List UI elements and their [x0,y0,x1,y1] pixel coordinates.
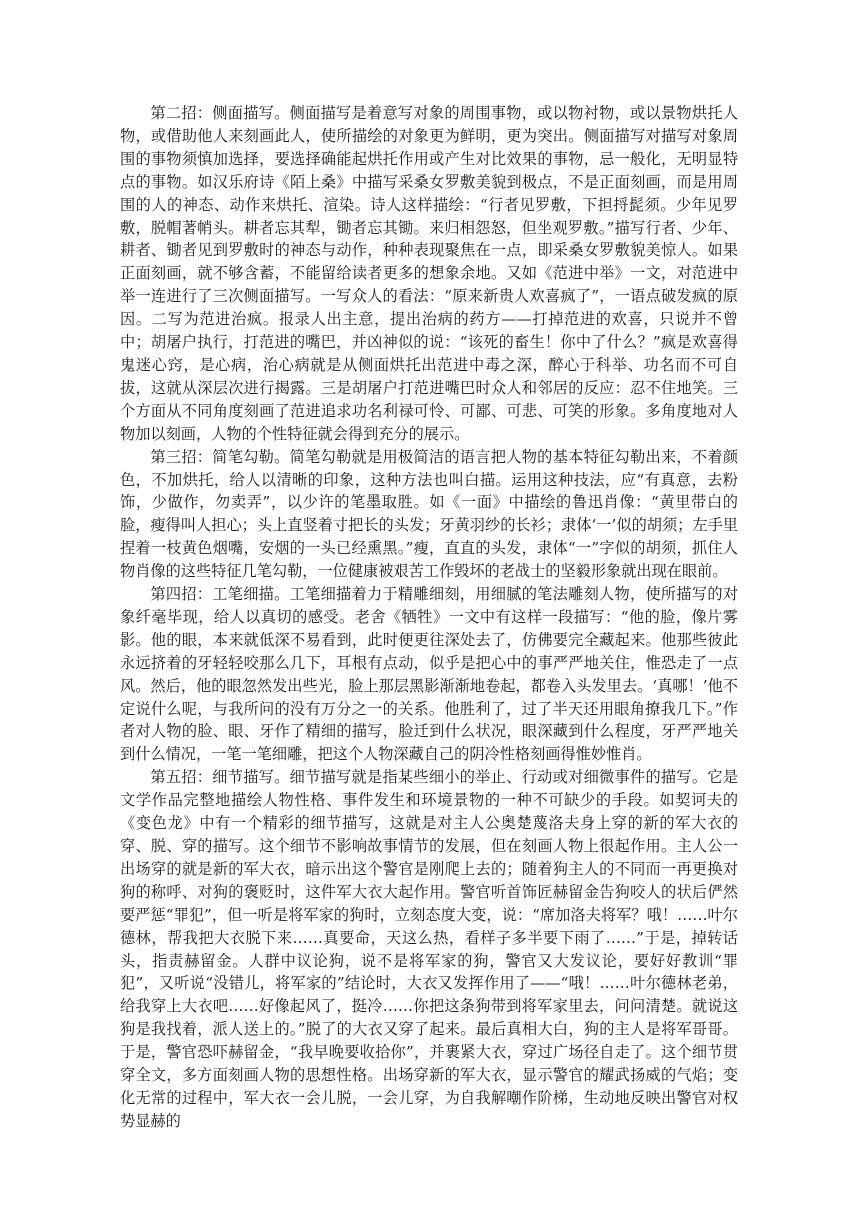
paragraph-simple-sketch: 第三招：简笔勾勒。简笔勾勒就是用极简洁的语言把人物的基本特征勾勒出来，不着颜色，不加烘托，给人以清晰的印象，这种方法也叫白描。运用这种技法，应“有真意，去粉饰，少做作，勿卖弄”，以少许的笔墨取胜。如《一面》中描绘的鲁迅肖像：“黄里带白的脸，瘦得叫人担心；头上直竖着寸把长的头发；牙黄羽纱的长衫；隶体‘一’似的胡须；左手里捏着一枝黄色烟嘴，安烟的一头已经熏黑。”瘦，直直的头发，隶体“一”字似的胡须，抓住人物肖像的这些特征几笔勾勒，一位健康被艰苦工作毁坏的老战士的坚毅形象就出现在眼前。 [120,447,738,581]
document-body [120,102,738,1133]
paragraph-side-description: 第二招：侧面描写。侧面描写是着意写对象的周围事物，或以物衬物，或以景物烘托人物，或借助他人来刻画此人，使所描绘的对象更为鲜明，更为突出。侧面描写对描写对象周围的事物须慎加选择，要选择确能起烘托作用或产生对比效果的事物，忌一般化，无明显特点的事物。如汉乐府诗《陌上桑》中描写采桑女罗敷美貌到极点，不是正面刻画，而是用周围的人的神态、动作来烘托、渲染。诗人这样描绘：“行者见罗敷，下担捋髭须。少年见罗敷，脱帽著帩头。耕者忘其犁，锄者忘其锄。来归相怨怒，但坐观罗敷。”描写行者、少年、耕者、锄者见到罗敷时的神态与动作，种种表现聚焦在一点，即采桑女罗敷貌美惊人。如果正面刻画，就不够含蓄，不能留给读者更多的想象余地。又如《范进中举》一文，对范进中举一连进行了三次侧面描写。一写众人的看法：“原来新贵人欢喜疯了”，一语点破发疯的原因。二写为范进治疯。报录人出主意，提出治病的药方——打掉范进的欢喜，只说并不曾中；胡屠户执行，打范进的嘴巴，并凶神似的说：“该死的畜生！你中了什么？”疯是欢喜得鬼迷心窍，是心病，治心病就是从侧面烘托出范进中毒之深，醉心于科举、功名而不可自拔，这就从深层次进行揭露。三是胡屠户打范进嘴巴时众人和邻居的反应：忍不住地笑。三个方面从不同角度刻画了范进追求功名利禄可怜、可鄙、可悲、可笑的形象。多角度地对人物加以刻画，人物的个性特征就会得到充分的展示。 [120,104,738,443]
paragraph-fine-detail-description: 第四招：工笔细描。工笔细描着力于精雕细刻，用细腻的笔法雕刻人物，使所描写的对象纤毫毕现，给人以真切的感受。老舍《牺牲》一文中有这样一段描写：“他的脸，像片雾影。他的眼，本来就低深不易看到，此时便更往深处去了，仿佛要完全藏起来。他那些彼此永远挤着的牙轻轻咬那么几下，耳根有点动，似乎是把心中的事严严地关住，惟恐走了一点风。然后，他的眼忽然发出些光，脸上那层黑影渐渐地卷起，都卷入头发里去。‘真哪！’他不定说什么呢，与我所问的没有万分之一的关系。他胜利了，过了半天还用眼角撩我几下。”作者对人物的脸、眼、牙作了精细的描写，脸迁到什么状况，眼深藏到什么程度，牙严严地关到什么情况，一笔一笔细雕，把这个人物深藏自己的阴冷性格刻画得惟妙惟肖。 [120,585,738,764]
paragraph-detail-description: 第五招：细节描写。细节描写就是指某些细小的举止、行动或对细微事件的描写。它是文学作品完整地描绘人物性格、事件发生和环境景物的一种不可缺少的手段。如契诃夫的《变色龙》中有一个精彩的细节描写，这就是对主人公奥楚蔑洛夫身上穿的新的军大衣的穿、脱、穿的描写。这个细节不影响故事情节的发展，但在刻画人物上很起作用。主人公一出场穿的就是新的军大衣，暗示出这个警官是刚爬上去的；随着狗主人的不同而一再更换对狗的称呼、对狗的褒贬时，这件军大衣大起作用。警官听首饰匠赫留金告狗咬人的状后俨然要严惩“罪犯”，但一听是将军家的狗时，立刻态度大变，说：“席加洛夫将军？哦！……叶尔德林，帮我把大衣脱下来……真要命，天这么热，看样子多半要下雨了……”于是，掉转话头，指责赫留金。人群中议论狗，说不是将军家的狗，警官又大发议论，要好好教训“罪犯”，又听说“没错儿，将军家的”结论时，大衣又发挥作用了——“哦！……叶尔德林老弟，给我穿上大衣吧……好像起风了，挺冷……你把这条狗带到将军家里去，问问清楚。就说这狗是我找着，派人送上的。”脱了的大衣又穿了起来。最后真相大白，狗的主人是将军哥哥。于是，警官恐吓赫留金，“我早晚要收拾你”，并裹紧大衣，穿过广场径自走了。这个细节贯穿全文，多方面刻画人物的思想性格。出场穿新的军大衣，显示警官的耀武扬威的气焰；变化无常的过程中，军大衣一会儿脱，一会儿穿，为自我解嘲作阶梯，生动地反映出警官对权势显赫的 [120,768,738,1130]
